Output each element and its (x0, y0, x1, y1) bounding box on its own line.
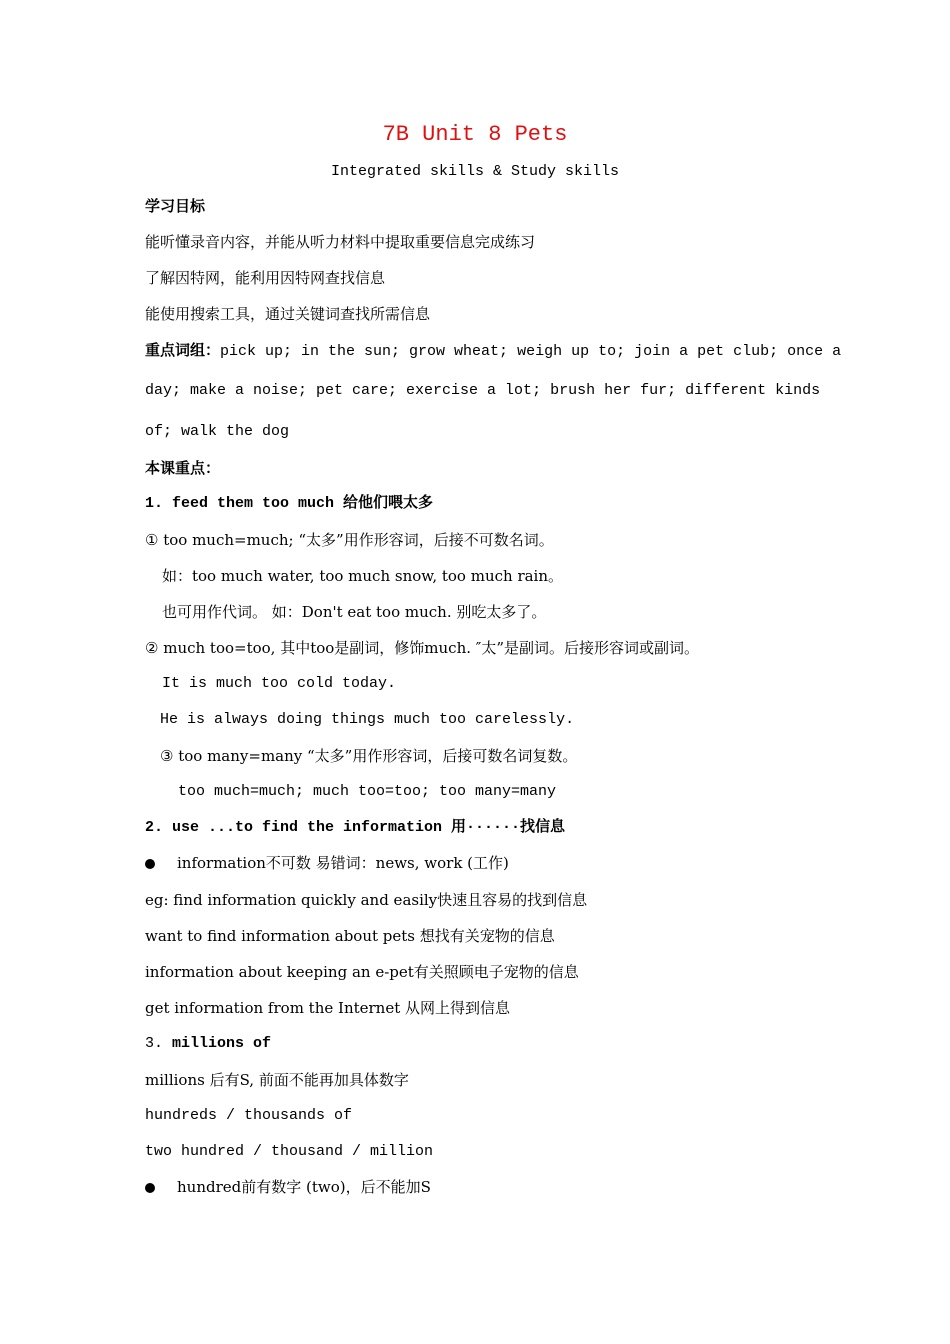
phrases-line: of; walk the dog (145, 423, 290, 440)
point1-text: 如：too much water, too much snow, too much rain。 (162, 567, 564, 585)
point1-text: ③ too many=many “太多”用作形容词，后接可数名词复数。 (160, 747, 578, 765)
point2-example: eg: find information quickly and easily快速且容易的找到信息 (145, 891, 588, 909)
point3-bullet-text: hundred前有数字 (two)，后不能加S (177, 1178, 431, 1196)
page-subtitle: Integrated skills & Study skills (330, 163, 620, 180)
point2-example: information about keeping an e-pet有关照顾电子宠物的信息 (145, 963, 579, 981)
point2-example: want to find information about pets 想找有关宠物的信息 (145, 927, 555, 945)
point2-bullet (145, 853, 509, 873)
point1-text: ① too much=much; “太多”用作形容词，后接不可数名词。 (145, 531, 554, 549)
objective-item: 能使用搜索工具，通过关键词查找所需信息 (145, 305, 431, 323)
point2-bullet-text: information不可数 易错词：news, work (工作) (177, 854, 509, 872)
objective-item: 能听懂录音内容，并能从听力材料中提取重要信息完成练习 (145, 233, 536, 251)
point3-text: millions 后有S, 前面不能再加具体数字 (145, 1071, 409, 1089)
bullet-icon (145, 859, 155, 869)
point1-example: He is always doing things much too carelessly. (160, 711, 575, 728)
point3-text: hundreds / thousands of (145, 1107, 353, 1124)
phrases-label: 重点词组： (145, 341, 221, 359)
point1-text: 也可用作代词。 如：Don't eat too much. 别吃太多了。 (162, 603, 547, 621)
key-points-heading: 本课重点： (145, 459, 221, 477)
point1-example: It is much too cold today. (162, 675, 397, 692)
point3-number: 3. (145, 1035, 164, 1052)
point2-example: get information from the Internet 从网上得到信息 (145, 999, 511, 1017)
objective-item: 了解因特网，能利用因特网查找信息 (145, 269, 386, 287)
phrases-line (145, 340, 841, 362)
point1-text: ② much too=too, 其中too是副词，修饰much. ″太”是副词。后接形容词或副词。 (145, 639, 700, 657)
point2-heading: 2. use ...to find the information 用······找信息 (145, 819, 566, 836)
phrases-text: pick up; in the sun; grow wheat; weigh up to; join a pet club; once a (220, 343, 842, 360)
point3-text: two hundred / thousand / million (145, 1143, 434, 1160)
point1-summary: too much=much; much too=too; too many=many (178, 783, 557, 800)
point3-heading: millions of (172, 1035, 272, 1052)
phrases-line: day; make a noise; pet care; exercise a lot; brush her fur; different kinds (145, 382, 821, 399)
objectives-heading: 学习目标 (145, 197, 206, 215)
bullet-icon (145, 1183, 155, 1193)
page-title: 7B Unit 8 Pets (382, 122, 568, 147)
point3-heading-line (145, 1034, 271, 1054)
point3-bullet (145, 1177, 431, 1197)
point1-heading: 1. feed them too much 给他们喂太多 (145, 495, 434, 512)
